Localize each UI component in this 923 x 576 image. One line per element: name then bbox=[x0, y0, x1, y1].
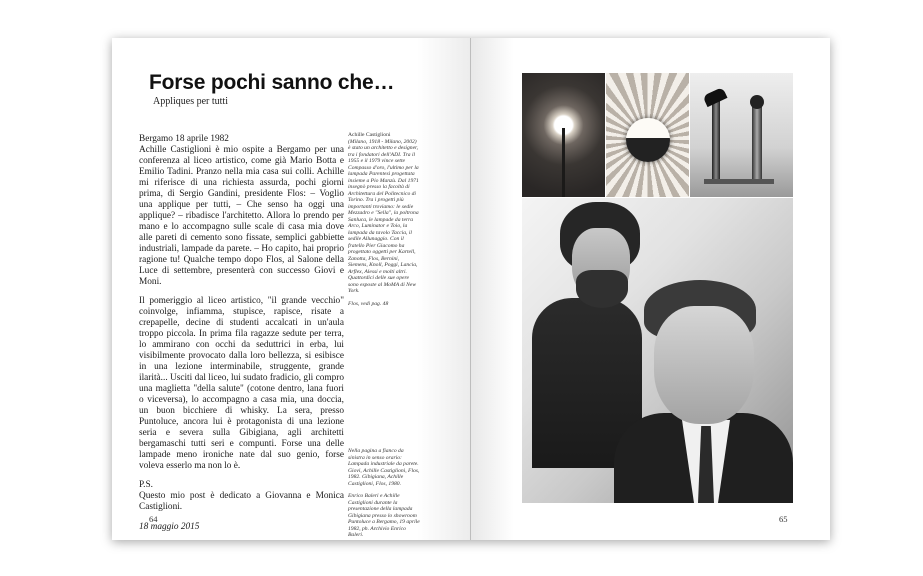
signature-date: 18 maggio 2015 bbox=[139, 522, 200, 532]
page-number-left: 64 bbox=[149, 514, 158, 524]
article-date-line: Bergamo 18 aprile 1982 bbox=[139, 134, 229, 144]
wall-lamp-photo bbox=[522, 73, 605, 197]
article-title: Forse pochi sanno che… bbox=[149, 71, 395, 94]
figure-2-face bbox=[654, 306, 754, 424]
gibigiana-lamp-photo bbox=[690, 73, 793, 197]
right-page bbox=[471, 38, 830, 540]
figure-1-beard bbox=[576, 270, 628, 308]
lamp-b-head bbox=[750, 95, 764, 109]
ps-text: Questo mio post è dedicato a Giovanna e Monica Castiglioni. bbox=[139, 491, 344, 512]
sidenote-bio-text: (Milano, 1918 - Milano, 2002) è stato un architetto e designer, tra i fondatori dell'ADI. Tra il 1955 e il 1979 vince sette Compasso d'oro, l'ultimo per la lampada Parentesi progettata insieme a Pio Manzù. Dal 1971 insegnò presso la facoltà di Architettura del Politecnico di Torino. Tra i progetti più importanti troviamo: le sedie Mezzadro e "Sella", la poltrona Sanluca, le lampade da terra Arco, Luminator e Toio, la lampada da tavolo Taccia, il sedile Allunaggio. Con il fratello Pier Giacomo ha progettato oggetti per Kartell, Zanotta, Flos, Bernini, Siemens, Knoll, Poggi, Lancia, Arflex, Alessi e molti altri. Quattordici delle sue opere sono esposte al MoMA di New York. bbox=[348, 138, 419, 294]
magazine-spread bbox=[112, 38, 830, 540]
lamp-disc bbox=[626, 118, 670, 162]
left-page bbox=[112, 38, 471, 540]
sidenote-caption-1: Nella pagina a fianco da sinistra in senso orario: Lampada industriale da parete. Giovi, Achille Castiglioni, Flos, 1982. Gibigiana, Achille Castiglioni, Flos, 1980. bbox=[348, 448, 420, 487]
ps-label: P.S. bbox=[139, 480, 153, 490]
sidenote-bio-ref: Flos, vedi pag. 48 bbox=[348, 300, 389, 307]
article-paragraph-1: Achille Castiglioni è mio ospite a Bergamo per una conferenza al liceo artistico, come già Mario Botta e Emilio Tadini. Pranzo nella mia casa sui colli. Achille mi riferisce di una richiesta assurda, pochi giorni prima, di Sergio Gandini, presidente Flos: – Voglio una applique per tutti, – Che senso ha oggi una applique? – ribadisce l'architetto. Allora lo prendo per mano e lo accompagno sulle scale di casa mia dove alle pareti di cemento sono fissate, semplici gabbiette industriali, lampade da parete. – Ho capito, hai proprio ragione tu! Qualche tempo dopo Flos, al Salone della Luce di settembre, presenterà con successo Giovi e Moni. bbox=[139, 145, 344, 287]
article-paragraph-2: Il pomeriggio al liceo artistico, "il grande vecchio" coinvolge, infiamma, stupisce, rapisce, risate a crepapelle, decine di studenti accalcati in un'aula troppo piccola. In prima fila ragazze sedute per terra, lo ammirano con occhi da seduttrici in erba, lui visibilmente provocato dalla loro bellezza, si esibisce in una lezione interminabile, struggente, grande ilarità... Usciti dal liceo, lui sudato fradicio, gli compro una maglietta "della salute" (cotone dentro, lana fuori o viceversa), lo accompagno a casa mia, una doccia, un buon bicchiere di whisky. La sera, presso Puntoluce, ancora lui è protagonista di una lezione seria e severa sulla Gibigiana, agli architetti bergamaschi tutti seri e compunti. Forse una delle lampade meno ironiche nate dal suo genio, forse voleva esserlo ma non lo è. bbox=[139, 296, 344, 471]
lamp-pole bbox=[562, 128, 565, 197]
sidenote-caption-2: Enrico Baleri e Achille Castiglioni durante la presentazione della lampada Gibigiana presso lo showroom Puntoluce a Bergamo, 19 aprile 1982, ph. Archivio Enrico Baleri. bbox=[348, 493, 420, 538]
giovi-lamp-photo bbox=[606, 73, 689, 197]
lamp-base bbox=[704, 179, 774, 184]
sidenote-caption bbox=[348, 448, 420, 539]
article-body bbox=[139, 134, 344, 540]
lamp-b-stem bbox=[752, 103, 762, 181]
lamp-a-stem bbox=[712, 93, 720, 181]
portrait-photo bbox=[522, 198, 793, 503]
page-number-right: 65 bbox=[779, 514, 788, 524]
sidenote-bio-name: Achille Castiglioni bbox=[348, 132, 391, 138]
sidenote-bio bbox=[348, 132, 420, 307]
article-subtitle: Appliques per tutti bbox=[153, 96, 228, 107]
